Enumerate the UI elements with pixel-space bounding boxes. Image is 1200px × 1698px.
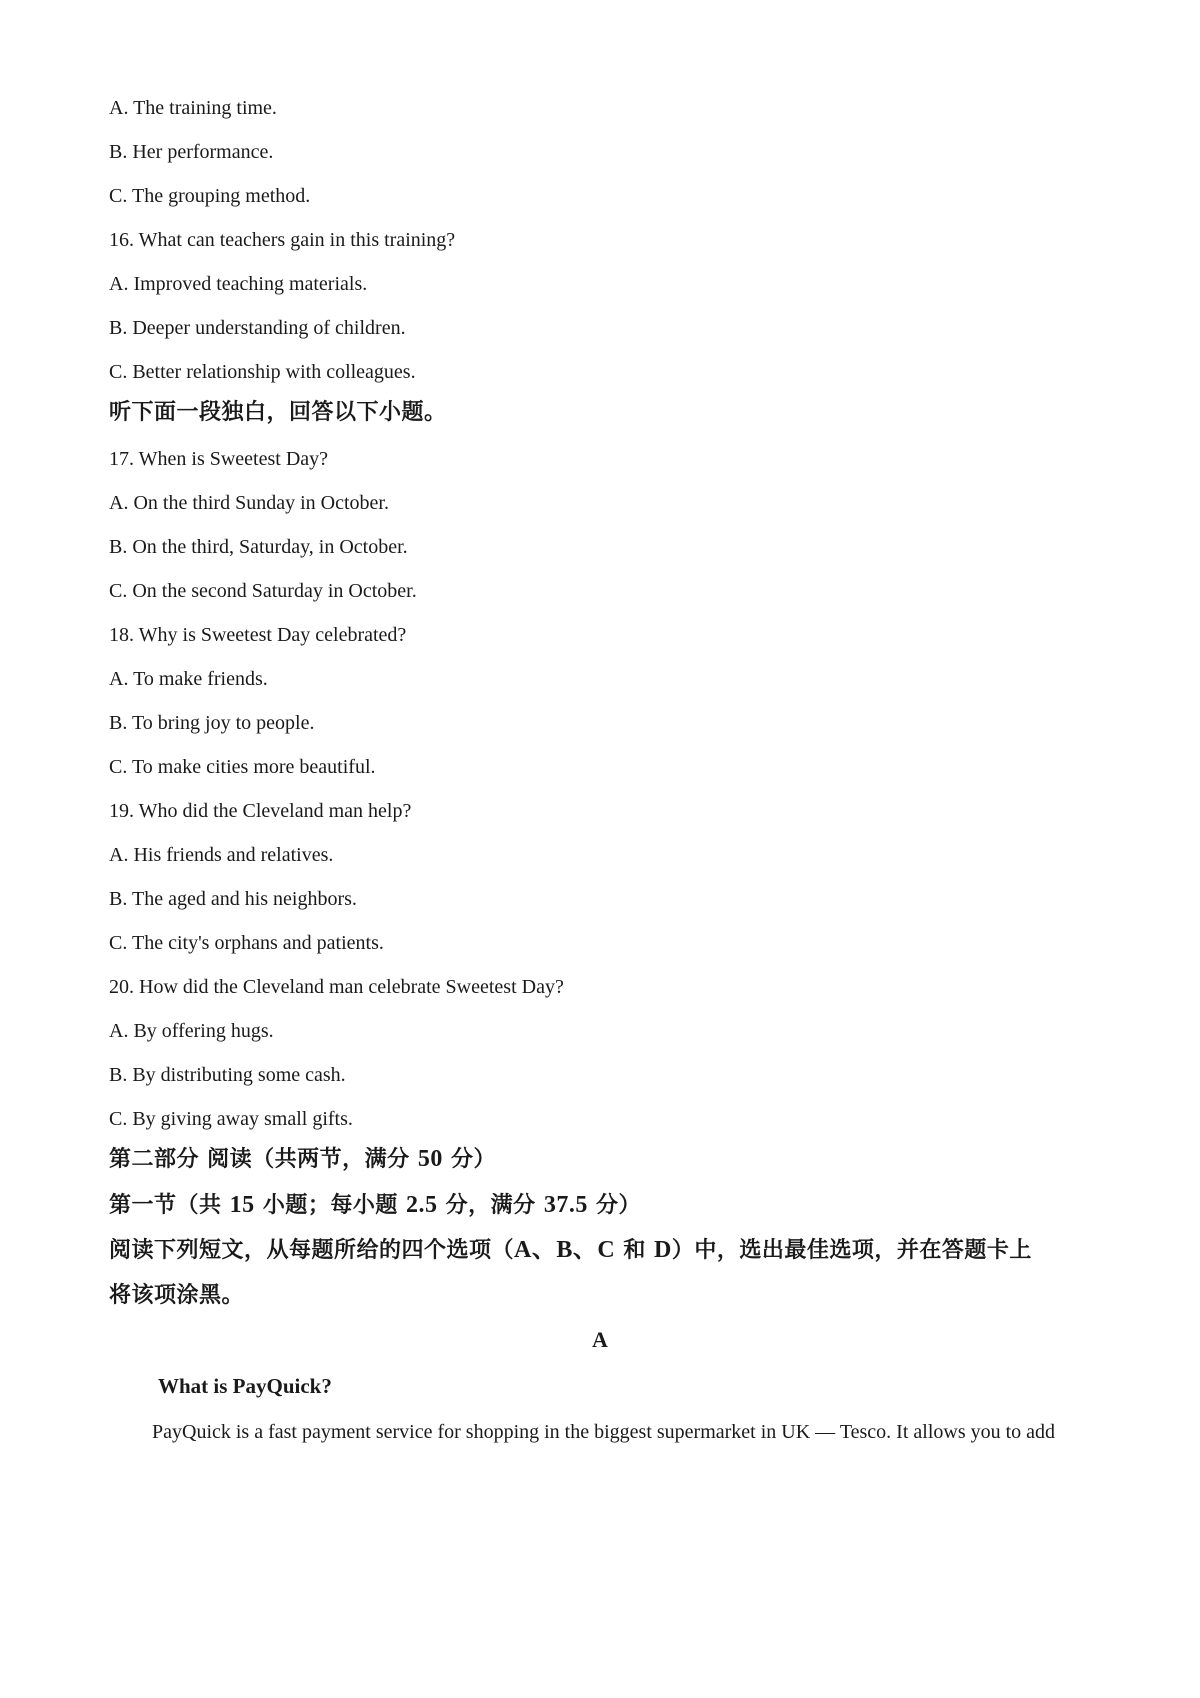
reading-instruction-prefix: 阅读下列短文，从每题所给的四个选项（ [109,1238,515,1263]
section1-suffix: 分） [587,1193,641,1218]
question-17: 17. When is Sweetest Day? [109,448,329,470]
option-c-q15: C. The grouping method. [109,185,311,207]
reading-instruction-line1 [109,1235,1032,1266]
monologue-instruction: 听下面一段独白，回答以下小题。 [109,400,447,425]
option-a-q15: A. The training time. [109,97,277,119]
question-19: 19. Who did the Cleveland man help? [109,800,412,822]
reading-instruction-line2: 将该项涂黑。 [109,1283,245,1308]
section1-count: 15 [229,1192,255,1218]
section1-each-score: 2.5 [406,1192,438,1218]
section1-mid1: 小题；每小题 [254,1193,406,1218]
reading-instruction-suffix: ）中，选出最佳选项，并在答题卡上 [671,1238,1032,1263]
question-20: 20. How did the Cleveland man celebrate Sweetest Day? [109,976,564,998]
option-b-q17: B. On the third, Saturday, in October. [109,536,408,558]
question-18: 18. Why is Sweetest Day celebrated? [109,624,407,646]
part2-heading-prefix: 第二部分 阅读（共两节，满分 [109,1147,418,1172]
option-b-q18: B. To bring joy to people. [109,712,315,734]
part2-heading [109,1144,496,1175]
option-a-q20: A. By offering hugs. [109,1020,274,1042]
option-c-q18: C. To make cities more beautiful. [109,756,376,778]
option-a-q17: A. On the third Sunday in October. [109,492,389,514]
reading-instruction-letters: A、B、C [514,1237,616,1263]
section1-mid2: 分，满分 [437,1193,544,1218]
reading-instruction-d: D [654,1237,672,1263]
passage-title: What is PayQuick? [158,1374,332,1398]
option-c-q17: C. On the second Saturday in October. [109,580,417,602]
section1-prefix: 第一节（共 [109,1193,230,1218]
option-b-q19: B. The aged and his neighbors. [109,888,357,910]
part2-heading-score: 50 [417,1146,443,1172]
part2-heading-suffix: 分） [442,1147,496,1172]
option-b-q16: B. Deeper understanding of children. [109,317,406,339]
option-a-q18: A. To make friends. [109,668,268,690]
option-c-q20: C. By giving away small gifts. [109,1108,353,1130]
passage-first-line: PayQuick is a fast payment service for shopping in the biggest supermarket in UK — Tesco. It allows you to add [152,1421,1056,1443]
option-b-q20: B. By distributing some cash. [109,1064,346,1086]
option-c-q19: C. The city's orphans and patients. [109,932,384,954]
section1-total-score: 37.5 [543,1192,588,1218]
passage-letter: A [592,1327,608,1352]
section1-heading [109,1190,641,1221]
option-c-q16: C. Better relationship with colleagues. [109,361,416,383]
reading-instruction-and: 和 [615,1238,655,1263]
option-a-q19: A. His friends and relatives. [109,844,334,866]
option-a-q16: A. Improved teaching materials. [109,273,368,295]
option-b-q15: B. Her performance. [109,141,274,163]
question-16: 16. What can teachers gain in this training? [109,229,456,251]
